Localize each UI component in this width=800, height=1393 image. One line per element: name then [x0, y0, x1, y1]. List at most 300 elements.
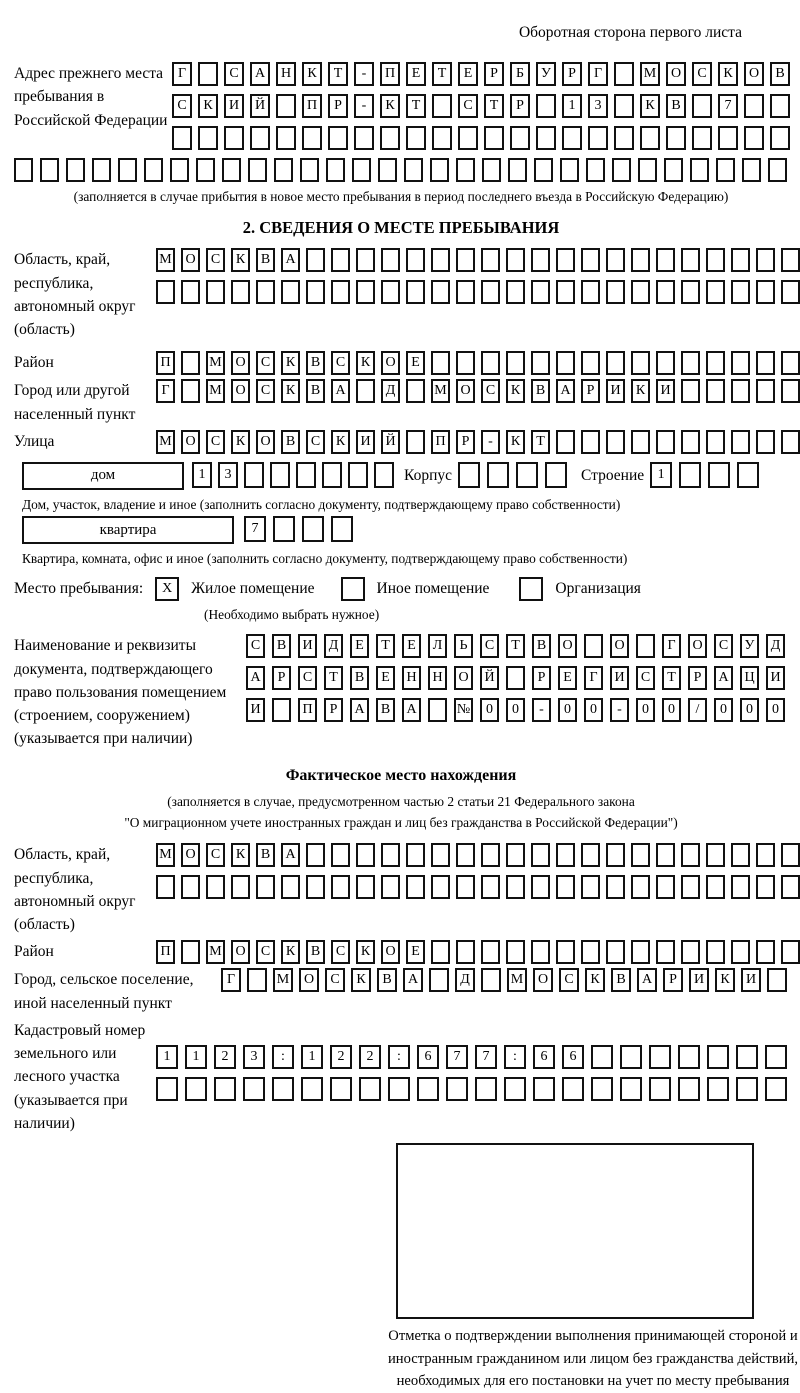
char-box[interactable]	[606, 248, 625, 272]
char-box[interactable]: 1	[562, 94, 582, 118]
char-box[interactable]	[378, 158, 397, 182]
char-box[interactable]: 7	[446, 1045, 468, 1069]
char-box[interactable]: Р	[324, 698, 343, 722]
char-box[interactable]: -	[481, 430, 500, 454]
char-box[interactable]	[381, 280, 400, 304]
char-box[interactable]: 1	[192, 462, 212, 488]
char-box[interactable]: П	[302, 94, 322, 118]
char-box[interactable]	[172, 126, 192, 150]
char-box[interactable]	[354, 126, 374, 150]
char-box[interactable]: К	[585, 968, 605, 992]
char-box[interactable]: П	[380, 62, 400, 86]
char-box[interactable]	[331, 280, 350, 304]
char-box[interactable]: Г	[156, 379, 175, 403]
char-box[interactable]: К	[380, 94, 400, 118]
char-box[interactable]: С	[206, 843, 225, 867]
char-box[interactable]: А	[714, 666, 733, 690]
char-box[interactable]	[731, 379, 750, 403]
char-box[interactable]: Д	[381, 379, 400, 403]
char-box[interactable]: Т	[376, 634, 395, 658]
char-box[interactable]: В	[306, 940, 325, 964]
char-box[interactable]: А	[281, 843, 300, 867]
char-box[interactable]: Й	[250, 94, 270, 118]
char-box[interactable]	[356, 875, 375, 899]
char-box[interactable]	[666, 126, 686, 150]
char-box[interactable]: :	[272, 1045, 294, 1069]
char-box[interactable]: И	[224, 94, 244, 118]
char-box[interactable]: 2	[330, 1045, 352, 1069]
char-box[interactable]: С	[256, 940, 275, 964]
char-box[interactable]: Т	[328, 62, 348, 86]
char-box[interactable]	[638, 158, 657, 182]
char-box[interactable]: С	[325, 968, 345, 992]
char-box[interactable]	[756, 430, 775, 454]
char-box[interactable]	[606, 280, 625, 304]
char-box[interactable]	[614, 126, 634, 150]
char-box[interactable]	[181, 379, 200, 403]
char-box[interactable]	[756, 280, 775, 304]
char-box[interactable]	[404, 158, 423, 182]
char-box[interactable]: Е	[558, 666, 577, 690]
char-box[interactable]: О	[231, 940, 250, 964]
char-box[interactable]: А	[556, 379, 575, 403]
char-box[interactable]	[331, 843, 350, 867]
char-box[interactable]	[556, 351, 575, 375]
char-box[interactable]: О	[454, 666, 473, 690]
char-box[interactable]: С	[480, 634, 499, 658]
char-box[interactable]: 0	[558, 698, 577, 722]
char-box[interactable]	[506, 351, 525, 375]
char-box[interactable]	[536, 126, 556, 150]
char-box[interactable]	[446, 1077, 468, 1101]
char-box[interactable]: Т	[662, 666, 681, 690]
char-box[interactable]	[706, 280, 725, 304]
char-box[interactable]: О	[381, 351, 400, 375]
char-box[interactable]: У	[740, 634, 759, 658]
char-box[interactable]	[431, 280, 450, 304]
char-box[interactable]	[222, 158, 241, 182]
char-box[interactable]: Е	[406, 351, 425, 375]
char-box[interactable]: Г	[584, 666, 603, 690]
char-box[interactable]	[591, 1077, 613, 1101]
char-box[interactable]: Р	[562, 62, 582, 86]
char-box[interactable]: С	[559, 968, 579, 992]
char-box[interactable]	[156, 1077, 178, 1101]
char-box[interactable]	[504, 1077, 526, 1101]
char-box[interactable]: М	[640, 62, 660, 86]
char-box[interactable]: М	[206, 379, 225, 403]
char-box[interactable]: Д	[766, 634, 785, 658]
char-box[interactable]	[756, 940, 775, 964]
char-box[interactable]: Н	[276, 62, 296, 86]
char-box[interactable]	[270, 462, 290, 488]
char-box[interactable]: И	[689, 968, 709, 992]
char-box[interactable]: 6	[562, 1045, 584, 1069]
char-box[interactable]: М	[156, 248, 175, 272]
char-box[interactable]: А	[250, 62, 270, 86]
char-box[interactable]	[707, 1045, 729, 1069]
char-box[interactable]	[768, 158, 787, 182]
char-box[interactable]	[781, 280, 800, 304]
char-box[interactable]: К	[231, 430, 250, 454]
char-box[interactable]	[606, 940, 625, 964]
char-box[interactable]: К	[302, 62, 322, 86]
char-box[interactable]: Е	[376, 666, 395, 690]
char-box[interactable]	[681, 280, 700, 304]
char-box[interactable]: Р	[532, 666, 551, 690]
char-box[interactable]	[649, 1077, 671, 1101]
char-box[interactable]	[631, 875, 650, 899]
char-box[interactable]: В	[256, 248, 275, 272]
char-box[interactable]: Н	[428, 666, 447, 690]
char-box[interactable]: О	[256, 430, 275, 454]
char-box[interactable]: 6	[417, 1045, 439, 1069]
char-box[interactable]	[656, 843, 675, 867]
char-box[interactable]: А	[403, 968, 423, 992]
char-box[interactable]: В	[256, 843, 275, 867]
char-box[interactable]	[731, 430, 750, 454]
char-box[interactable]: С	[306, 430, 325, 454]
char-box[interactable]: М	[206, 940, 225, 964]
char-box[interactable]: -	[610, 698, 629, 722]
char-box[interactable]	[406, 430, 425, 454]
char-box[interactable]: И	[298, 634, 317, 658]
char-box[interactable]	[656, 430, 675, 454]
char-box[interactable]	[531, 940, 550, 964]
char-box[interactable]	[296, 462, 316, 488]
char-box[interactable]	[744, 126, 764, 150]
char-box[interactable]	[247, 968, 267, 992]
char-box[interactable]	[706, 379, 725, 403]
char-box[interactable]	[156, 280, 175, 304]
char-box[interactable]	[456, 280, 475, 304]
char-box[interactable]	[484, 126, 504, 150]
char-box[interactable]	[66, 158, 85, 182]
char-box[interactable]	[706, 940, 725, 964]
char-box[interactable]	[374, 462, 394, 488]
char-box[interactable]: К	[231, 248, 250, 272]
char-box[interactable]	[406, 248, 425, 272]
char-box[interactable]: В	[281, 430, 300, 454]
char-box[interactable]	[556, 280, 575, 304]
char-box[interactable]: А	[331, 379, 350, 403]
char-box[interactable]: И	[610, 666, 629, 690]
char-box[interactable]: А	[246, 666, 265, 690]
char-box[interactable]	[516, 462, 538, 488]
char-box[interactable]	[456, 158, 475, 182]
char-box[interactable]	[681, 430, 700, 454]
char-box[interactable]: 0	[636, 698, 655, 722]
char-box[interactable]: Р	[456, 430, 475, 454]
char-box[interactable]: 7	[475, 1045, 497, 1069]
char-box[interactable]	[584, 634, 603, 658]
char-box[interactable]	[487, 462, 509, 488]
char-box[interactable]	[581, 280, 600, 304]
char-box[interactable]: 1	[156, 1045, 178, 1069]
char-box[interactable]	[356, 280, 375, 304]
char-box[interactable]: И	[656, 379, 675, 403]
char-box[interactable]: Т	[432, 62, 452, 86]
char-box[interactable]	[181, 875, 200, 899]
char-box[interactable]: С	[714, 634, 733, 658]
char-box[interactable]	[706, 248, 725, 272]
char-box[interactable]	[306, 248, 325, 272]
char-box[interactable]	[356, 843, 375, 867]
char-box[interactable]: П	[431, 430, 450, 454]
char-box[interactable]	[506, 875, 525, 899]
char-box[interactable]: О	[231, 351, 250, 375]
char-box[interactable]: О	[299, 968, 319, 992]
char-box[interactable]	[556, 430, 575, 454]
char-box[interactable]: О	[666, 62, 686, 86]
char-box[interactable]	[656, 248, 675, 272]
char-box[interactable]	[356, 379, 375, 403]
char-box[interactable]	[306, 280, 325, 304]
char-box[interactable]: С	[331, 351, 350, 375]
char-box[interactable]: А	[350, 698, 369, 722]
char-box[interactable]: Ь	[454, 634, 473, 658]
char-box[interactable]: С	[206, 430, 225, 454]
char-box[interactable]	[431, 940, 450, 964]
char-box[interactable]	[581, 430, 600, 454]
char-box[interactable]	[481, 940, 500, 964]
char-box[interactable]	[706, 875, 725, 899]
char-box[interactable]: О	[381, 940, 400, 964]
char-box[interactable]: Г	[172, 62, 192, 86]
char-box[interactable]	[631, 351, 650, 375]
char-box[interactable]	[756, 351, 775, 375]
char-box[interactable]	[417, 1077, 439, 1101]
char-box[interactable]	[744, 94, 764, 118]
char-box[interactable]: С	[224, 62, 244, 86]
char-box[interactable]	[690, 158, 709, 182]
char-box[interactable]	[556, 940, 575, 964]
char-box[interactable]	[506, 843, 525, 867]
char-box[interactable]	[731, 940, 750, 964]
char-box[interactable]	[429, 968, 449, 992]
char-box[interactable]	[432, 94, 452, 118]
char-box[interactable]: С	[636, 666, 655, 690]
char-box[interactable]	[756, 379, 775, 403]
char-box[interactable]: Г	[588, 62, 608, 86]
char-box[interactable]	[456, 248, 475, 272]
char-box[interactable]	[612, 158, 631, 182]
char-box[interactable]	[681, 843, 700, 867]
char-box[interactable]	[482, 158, 501, 182]
char-box[interactable]	[556, 875, 575, 899]
char-box[interactable]: В	[532, 634, 551, 658]
char-box[interactable]	[352, 158, 371, 182]
char-box[interactable]: О	[533, 968, 553, 992]
char-box[interactable]	[14, 158, 33, 182]
char-box[interactable]: С	[692, 62, 712, 86]
char-box[interactable]: 1	[650, 462, 672, 488]
char-box[interactable]	[256, 280, 275, 304]
char-box[interactable]: М	[206, 351, 225, 375]
char-box[interactable]	[681, 379, 700, 403]
char-box[interactable]	[533, 1077, 555, 1101]
char-box[interactable]	[560, 158, 579, 182]
char-box[interactable]: Р	[510, 94, 530, 118]
char-box[interactable]	[430, 158, 449, 182]
char-box[interactable]	[406, 875, 425, 899]
char-box[interactable]: В	[350, 666, 369, 690]
char-box[interactable]: 0	[766, 698, 785, 722]
char-box[interactable]	[716, 158, 735, 182]
char-box[interactable]	[506, 248, 525, 272]
char-box[interactable]: /	[688, 698, 707, 722]
char-box[interactable]	[244, 462, 264, 488]
char-box[interactable]: Р	[581, 379, 600, 403]
char-box[interactable]	[631, 430, 650, 454]
char-box[interactable]: М	[507, 968, 527, 992]
char-box[interactable]	[581, 843, 600, 867]
char-box[interactable]	[92, 158, 111, 182]
char-box[interactable]	[243, 1077, 265, 1101]
char-box[interactable]: 0	[714, 698, 733, 722]
char-box[interactable]	[406, 280, 425, 304]
char-box[interactable]	[276, 126, 296, 150]
char-box[interactable]	[181, 280, 200, 304]
char-box[interactable]: -	[354, 62, 374, 86]
char-box[interactable]: :	[504, 1045, 526, 1069]
char-box[interactable]: О	[231, 379, 250, 403]
char-box[interactable]	[731, 843, 750, 867]
char-box[interactable]: Р	[663, 968, 683, 992]
char-box[interactable]	[206, 280, 225, 304]
char-box[interactable]	[656, 875, 675, 899]
char-box[interactable]: Е	[402, 634, 421, 658]
char-box[interactable]	[581, 351, 600, 375]
char-box[interactable]	[649, 1045, 671, 1069]
char-box[interactable]: О	[744, 62, 764, 86]
char-box[interactable]	[381, 843, 400, 867]
char-box[interactable]: В	[306, 379, 325, 403]
char-box[interactable]	[302, 126, 322, 150]
char-box[interactable]	[770, 94, 790, 118]
char-box[interactable]	[765, 1045, 787, 1069]
char-box[interactable]: О	[181, 430, 200, 454]
char-box[interactable]	[281, 280, 300, 304]
char-box[interactable]: 6	[533, 1045, 555, 1069]
char-box[interactable]	[581, 248, 600, 272]
char-box[interactable]	[664, 158, 683, 182]
char-box[interactable]: -	[354, 94, 374, 118]
char-box[interactable]	[388, 1077, 410, 1101]
char-box[interactable]	[736, 1077, 758, 1101]
char-box[interactable]	[781, 430, 800, 454]
char-box[interactable]: Е	[406, 62, 426, 86]
char-box[interactable]: К	[281, 940, 300, 964]
char-box[interactable]	[118, 158, 137, 182]
char-box[interactable]: 3	[243, 1045, 265, 1069]
char-box[interactable]	[256, 875, 275, 899]
char-box[interactable]	[781, 875, 800, 899]
char-box[interactable]: О	[456, 379, 475, 403]
char-box[interactable]	[156, 875, 175, 899]
char-box[interactable]: Е	[458, 62, 478, 86]
char-box[interactable]: К	[281, 351, 300, 375]
char-box[interactable]	[306, 875, 325, 899]
char-box[interactable]	[306, 843, 325, 867]
char-box[interactable]	[224, 126, 244, 150]
char-box[interactable]	[556, 843, 575, 867]
char-box[interactable]: В	[376, 698, 395, 722]
char-box[interactable]	[456, 875, 475, 899]
char-box[interactable]	[273, 516, 295, 542]
char-box[interactable]	[456, 351, 475, 375]
char-box[interactable]	[556, 248, 575, 272]
char-box[interactable]: Т	[506, 634, 525, 658]
char-box[interactable]: 0	[480, 698, 499, 722]
char-box[interactable]	[770, 126, 790, 150]
char-box[interactable]	[640, 126, 660, 150]
char-box[interactable]: М	[156, 843, 175, 867]
char-box[interactable]	[631, 280, 650, 304]
char-box[interactable]: Р	[688, 666, 707, 690]
char-box[interactable]: О	[688, 634, 707, 658]
char-box[interactable]: К	[356, 351, 375, 375]
char-box[interactable]: С	[256, 379, 275, 403]
char-box[interactable]	[681, 940, 700, 964]
char-box[interactable]	[781, 379, 800, 403]
char-box[interactable]: В	[306, 351, 325, 375]
char-box[interactable]	[276, 94, 296, 118]
char-box[interactable]: Л	[428, 634, 447, 658]
char-box[interactable]: Й	[480, 666, 499, 690]
char-box[interactable]	[756, 248, 775, 272]
char-box[interactable]: :	[388, 1045, 410, 1069]
char-box[interactable]	[481, 248, 500, 272]
char-box[interactable]: А	[281, 248, 300, 272]
char-box[interactable]: С	[246, 634, 265, 658]
char-box[interactable]	[331, 248, 350, 272]
char-box[interactable]	[588, 126, 608, 150]
char-box[interactable]: М	[273, 968, 293, 992]
char-box[interactable]: С	[206, 248, 225, 272]
char-box[interactable]	[681, 351, 700, 375]
char-box[interactable]	[620, 1045, 642, 1069]
char-box[interactable]: И	[606, 379, 625, 403]
char-box[interactable]	[562, 1077, 584, 1101]
char-box[interactable]	[591, 1045, 613, 1069]
char-box[interactable]	[692, 126, 712, 150]
char-box[interactable]	[606, 430, 625, 454]
char-box[interactable]	[531, 351, 550, 375]
char-box[interactable]	[481, 875, 500, 899]
stay-checkbox-other[interactable]	[341, 577, 365, 601]
char-box[interactable]: 0	[506, 698, 525, 722]
char-box[interactable]	[679, 462, 701, 488]
char-box[interactable]	[731, 351, 750, 375]
char-box[interactable]: Б	[510, 62, 530, 86]
char-box[interactable]: К	[506, 430, 525, 454]
char-box[interactable]: В	[272, 634, 291, 658]
char-box[interactable]: С	[256, 351, 275, 375]
char-box[interactable]	[458, 126, 478, 150]
char-box[interactable]	[231, 875, 250, 899]
char-box[interactable]: К	[231, 843, 250, 867]
char-box[interactable]	[431, 843, 450, 867]
char-box[interactable]	[562, 126, 582, 150]
char-box[interactable]	[428, 698, 447, 722]
char-box[interactable]: И	[246, 698, 265, 722]
char-box[interactable]: Е	[350, 634, 369, 658]
char-box[interactable]: 7	[718, 94, 738, 118]
char-box[interactable]	[756, 875, 775, 899]
char-box[interactable]	[300, 158, 319, 182]
char-box[interactable]: 1	[301, 1045, 323, 1069]
